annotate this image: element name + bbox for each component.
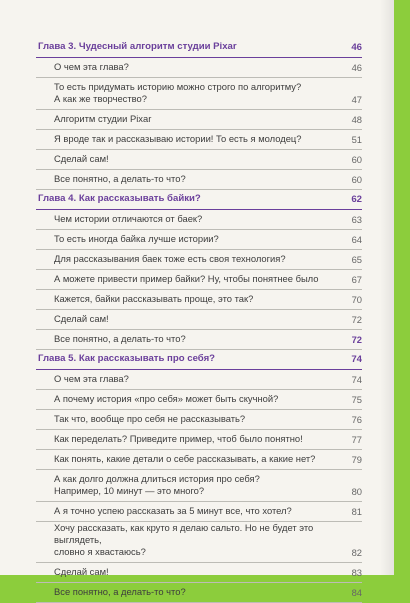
entry-title: Сделай сам! bbox=[54, 566, 109, 577]
page-number: 67 bbox=[351, 274, 362, 285]
page-number: 65 bbox=[351, 254, 362, 265]
toc-entry bbox=[36, 563, 362, 583]
chapter-heading bbox=[36, 350, 362, 370]
page-number: 63 bbox=[351, 214, 362, 225]
toc-entry bbox=[36, 330, 362, 350]
page-number: 46 bbox=[351, 62, 362, 73]
toc-entry bbox=[36, 450, 362, 470]
toc-entry bbox=[36, 390, 362, 410]
page-number: 46 bbox=[351, 42, 362, 53]
toc-entry bbox=[36, 130, 362, 150]
page-number: 62 bbox=[351, 194, 362, 205]
entry-title: Для рассказывания баек тоже есть своя технология? bbox=[54, 253, 286, 264]
toc-entry bbox=[36, 250, 362, 270]
toc-entry bbox=[36, 110, 362, 130]
chapter-heading bbox=[36, 38, 362, 58]
chapter-title: Глава 4. Как рассказывать байки? bbox=[38, 193, 201, 204]
chapter-title: Глава 3. Чудесный алгоритм студии Pixar bbox=[38, 41, 237, 52]
toc-entry bbox=[36, 502, 362, 522]
toc-entry bbox=[36, 230, 362, 250]
page-number: 79 bbox=[351, 454, 362, 465]
toc-entry bbox=[36, 430, 362, 450]
toc-entry bbox=[36, 170, 362, 190]
page-number: 74 bbox=[351, 354, 362, 365]
entry-title: О чем эта глава? bbox=[54, 61, 129, 72]
toc-entry bbox=[36, 290, 362, 310]
entry-title: О чем эта глава? bbox=[54, 373, 129, 384]
entry-title: Так что, вообще про себя не рассказывать? bbox=[54, 413, 246, 424]
page-number: 76 bbox=[351, 414, 362, 425]
entry-title: Как понять, какие детали о себе рассказывать, а какие нет? bbox=[54, 453, 316, 464]
entry-title: А можете привести пример байки? Ну, чтобы понятнее было bbox=[54, 273, 319, 284]
page-number: 48 bbox=[351, 114, 362, 125]
chapter-heading bbox=[36, 190, 362, 210]
page-number: 72 bbox=[351, 334, 362, 345]
entry-title: Я вроде так и рассказываю истории! То есть я молодец? bbox=[54, 133, 302, 144]
entry-title: Как переделать? Приведите пример, чтоб было понятно! bbox=[54, 433, 303, 444]
toc-entry bbox=[36, 522, 362, 563]
page-number: 84 bbox=[351, 587, 362, 598]
entry-title: Все понятно, а делать-то что? bbox=[54, 586, 186, 597]
entry-title: Сделай сам! bbox=[54, 153, 109, 164]
page-number: 60 bbox=[351, 174, 362, 185]
page-number: 64 bbox=[351, 234, 362, 245]
table-of-contents bbox=[36, 38, 362, 603]
toc-entry bbox=[36, 270, 362, 290]
page-number: 83 bbox=[351, 567, 362, 578]
entry-title: Сделай сам! bbox=[54, 313, 109, 324]
page-number: 75 bbox=[351, 394, 362, 405]
entry-title: А я точно успею рассказать за 5 минут все, что хотел? bbox=[54, 505, 292, 516]
page-number: 81 bbox=[351, 506, 362, 517]
page-number: 72 bbox=[351, 314, 362, 325]
page-number: 74 bbox=[351, 374, 362, 385]
page-number: 70 bbox=[351, 294, 362, 305]
entry-title: Чем истории отличаются от баек? bbox=[54, 213, 203, 224]
page-number: 80 bbox=[351, 486, 362, 497]
entry-title: Алгоритм студии Pixar bbox=[54, 113, 152, 124]
entry-title: Хочу рассказать, как круто я делаю сальто. Но не будет это выглядеть, словно я хвастаюсь? bbox=[54, 522, 314, 557]
entry-title: То есть придумать историю можно строго по алгоритму? А как же творчество? bbox=[54, 81, 302, 104]
page-gutter-shadow bbox=[380, 0, 394, 575]
entry-title: А почему история «про себя» может быть скучной? bbox=[54, 393, 279, 404]
toc-entry bbox=[36, 410, 362, 430]
page-number: 51 bbox=[351, 134, 362, 145]
entry-title: А как долго должна длиться история про себя? Например, 10 минут — это много? bbox=[54, 473, 260, 496]
toc-entry bbox=[36, 470, 362, 502]
toc-entry bbox=[36, 583, 362, 603]
toc-entry bbox=[36, 58, 362, 78]
toc-entry bbox=[36, 78, 362, 110]
entry-title: Все понятно, а делать-то что? bbox=[54, 173, 186, 184]
entry-title: Кажется, байки рассказывать проще, это так? bbox=[54, 293, 254, 304]
page-number: 60 bbox=[351, 154, 362, 165]
page-number: 77 bbox=[351, 434, 362, 445]
toc-entry bbox=[36, 370, 362, 390]
entry-title: Все понятно, а делать-то что? bbox=[54, 333, 186, 344]
chapter-title: Глава 5. Как рассказывать про себя? bbox=[38, 353, 216, 364]
toc-entry bbox=[36, 210, 362, 230]
toc-entry bbox=[36, 150, 362, 170]
page-number: 82 bbox=[351, 547, 362, 558]
page-number: 47 bbox=[351, 94, 362, 105]
toc-entry bbox=[36, 310, 362, 330]
entry-title: То есть иногда байка лучше истории? bbox=[54, 233, 219, 244]
